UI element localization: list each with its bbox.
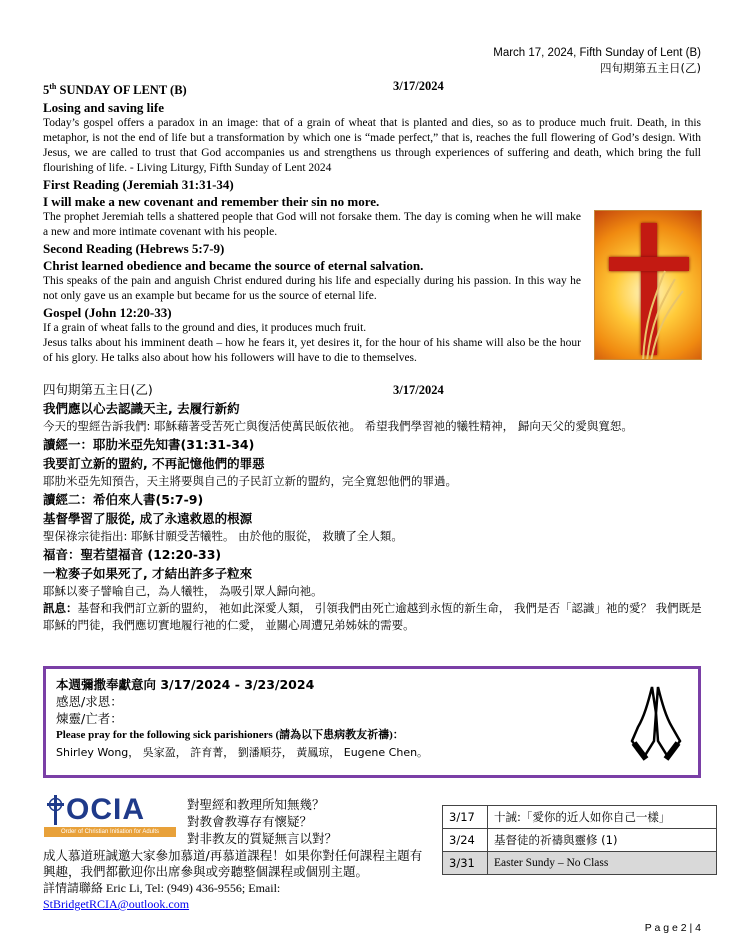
english-date: 3/17/2024: [393, 79, 444, 93]
ocia-invite-text: 成人慕道班誠邀大家參加慕道/再慕道課程！如果你對任何課程主題有興趣，我們都歡迎你出席參與或旁聽整個課程或個別主題。: [43, 848, 423, 879]
schedule-date: 3/17: [443, 806, 488, 829]
table-row: [443, 829, 717, 852]
gospel-text-2: Jesus talks about his imminent death – how he fears it, yet desires it, for the hour of his shame will also be the hour of his glory. He talks also about how his followers will have to die to themselves.: [43, 337, 581, 365]
ocia-question-2: 對教會教導存有懷疑？: [187, 814, 313, 829]
chinese-theme: 我們應以心去認識天主, 去履行新約: [43, 401, 240, 416]
email-link[interactable]: StBridgetRCIA@outlook.com: [43, 897, 190, 911]
schedule-table: [442, 805, 717, 875]
message-label: 訊息：: [43, 601, 78, 615]
second-reading-text: This speaks of the pain and anguish Christ endured during his life and especially during his passion. In this way he not only gave us an example but became for us the source of eternal life.: [43, 275, 581, 303]
contact-info: 詳情請聯絡 Eric Li, Tel: (949) 436-9556; Email:: [43, 881, 281, 895]
table-row: [443, 806, 717, 829]
header-chinese-line: 四旬期第五主日(乙): [600, 61, 701, 75]
chinese-intro: 今天的聖經告訴我們: 耶穌藉著受苦死亡與復活使萬民皈依祂。 希望我們學習祂的犧牲精神， 歸向天父的愛與寬恕。: [43, 419, 633, 433]
english-subtitle: Losing and saving life: [43, 100, 165, 116]
schedule-date: 3/31: [443, 852, 488, 875]
chinese-gospel-heading: 福音：聖若望福音 (12:20-33): [43, 547, 222, 562]
chinese-r1-heading: 讀經一：耶肋米亞先知書(31:31-34): [43, 437, 255, 452]
title-suffix: th: [49, 82, 57, 91]
chinese-r2-theme: 基督學習了服從, 成了永遠救恩的根源: [43, 511, 253, 526]
souls-line: 煉靈/亡者：: [56, 711, 123, 726]
gospel-heading: Gospel (John 12:20-33): [43, 305, 172, 321]
mass-intention-title: 本週彌撒奉獻意向 3/17/2024 - 3/23/2024: [56, 677, 315, 692]
second-reading-theme: Christ learned obedience and became the source of eternal salvation.: [43, 258, 424, 274]
chinese-title-row: [43, 381, 703, 399]
chinese-section: [43, 381, 703, 634]
ocia-logo: [44, 793, 176, 839]
chinese-gospel-theme: 一粒麥子如果死了, 才結出許多子粒來: [43, 566, 253, 581]
table-row: [443, 852, 717, 875]
chinese-r2-text: 聖保祿宗徒指出: 耶穌甘願受苦犧牲。 由於他的服從， 救贖了全人類。: [43, 529, 403, 543]
praying-hands-icon: [630, 683, 682, 761]
schedule-topic: 十誡:「愛你的近人如你自己一樣」: [488, 806, 717, 829]
title-text: SUNDAY OF LENT (B): [56, 83, 187, 98]
chinese-gospel-text: 耶穌以麥子譬喻自己，為人犧牲， 為吸引眾人歸向祂。: [43, 584, 323, 598]
mass-intention-content: [56, 677, 616, 761]
first-reading-theme: I will make a new covenant and remember their sin no more.: [43, 194, 380, 210]
chinese-date: 3/17/2024: [393, 383, 444, 397]
chinese-message: [43, 600, 703, 634]
thanks-line: 感恩/求恩：: [56, 694, 123, 709]
english-title: [43, 78, 701, 99]
english-intro: Today’s gospel offers a paradox in an image: that of a grain of wheat that is planted and dies, so as to produce much fruit. Death, in this metaphor, is not the end of life but a transformation by which one is “made perfect,” that is, reaches the full flowering of God’s design. With Jesus, we are called to trust that God accompanies us and strengthens us through experiences of suffering and death, which bring the full flourishing of life. - Living Liturgy, Fifth Sunday of Lent 2024: [43, 117, 701, 175]
message-text: 基督和我們訂立新的盟約， 祂如此深愛人類， 引領我們由死亡逾越到永恆的新生命， 我們是否「認識」祂的愛？ 我們既是耶穌的門徒，我們應切實地履行祂的仁愛， 並關心周遭兄弟姊妹的需要。: [43, 601, 702, 632]
title-number: 5: [43, 83, 50, 98]
ocia-questions: [187, 796, 337, 847]
ocia-tagline: Order of Christian Initiation for Adults: [60, 829, 160, 835]
chinese-r2-heading: 讀經二：希伯來人書(5:7-9): [43, 492, 204, 507]
ocia-schedule: [442, 805, 717, 875]
schedule-topic: 基督徒的祈禱與靈修 (1): [488, 829, 717, 852]
chinese-title: 四旬期第五主日(乙): [43, 382, 153, 397]
header-date-line: March 17, 2024, Fifth Sunday of Lent (B): [493, 47, 701, 59]
ocia-invite: [43, 848, 428, 912]
sick-heading: Please pray for the following sick parishioners (請為以下患病教友祈禱)：: [56, 729, 404, 741]
ocia-contact: [43, 880, 428, 912]
ocia-logo-text: OCIA: [66, 793, 145, 826]
chinese-r1-text: 耶肋米亞先知預告，天主將要與自己的子民訂立新的盟約，完全寬恕他們的罪過。: [43, 474, 457, 488]
schedule-topic: Easter Sundy – No Class: [488, 852, 717, 875]
gospel-text-1: If a grain of wheat falls to the ground and dies, it produces much fruit.: [43, 322, 367, 335]
ocia-question-1: 對聖經和教理所知無幾？: [187, 797, 325, 812]
mass-intention-box: [43, 666, 701, 778]
first-reading-text: The prophet Jeremiah tells a shattered people that God will not forsake them. The day is coming when he will make a new and more intimate covenant with his people.: [43, 211, 581, 239]
second-reading-heading: Second Reading (Hebrews 5:7-9): [43, 241, 225, 257]
ocia-question-3: 對非教友的質疑無言以對？: [187, 831, 338, 846]
sick-names: Shirley Wong， 吳家盈， 許育菁， 劉潘順芬， 黃鳳琼， Eugene Chen。: [56, 746, 429, 759]
first-reading-heading: First Reading (Jeremiah 31:31-34): [43, 177, 234, 193]
wheat-icon: [595, 211, 701, 359]
page-header: [493, 46, 701, 76]
cross-image: [594, 210, 702, 360]
chinese-r1-theme: 我要訂立新的盟約, 不再記憶他們的罪惡: [43, 456, 265, 471]
page-number: P a g e 2 | 4: [644, 922, 701, 934]
schedule-date: 3/24: [443, 829, 488, 852]
